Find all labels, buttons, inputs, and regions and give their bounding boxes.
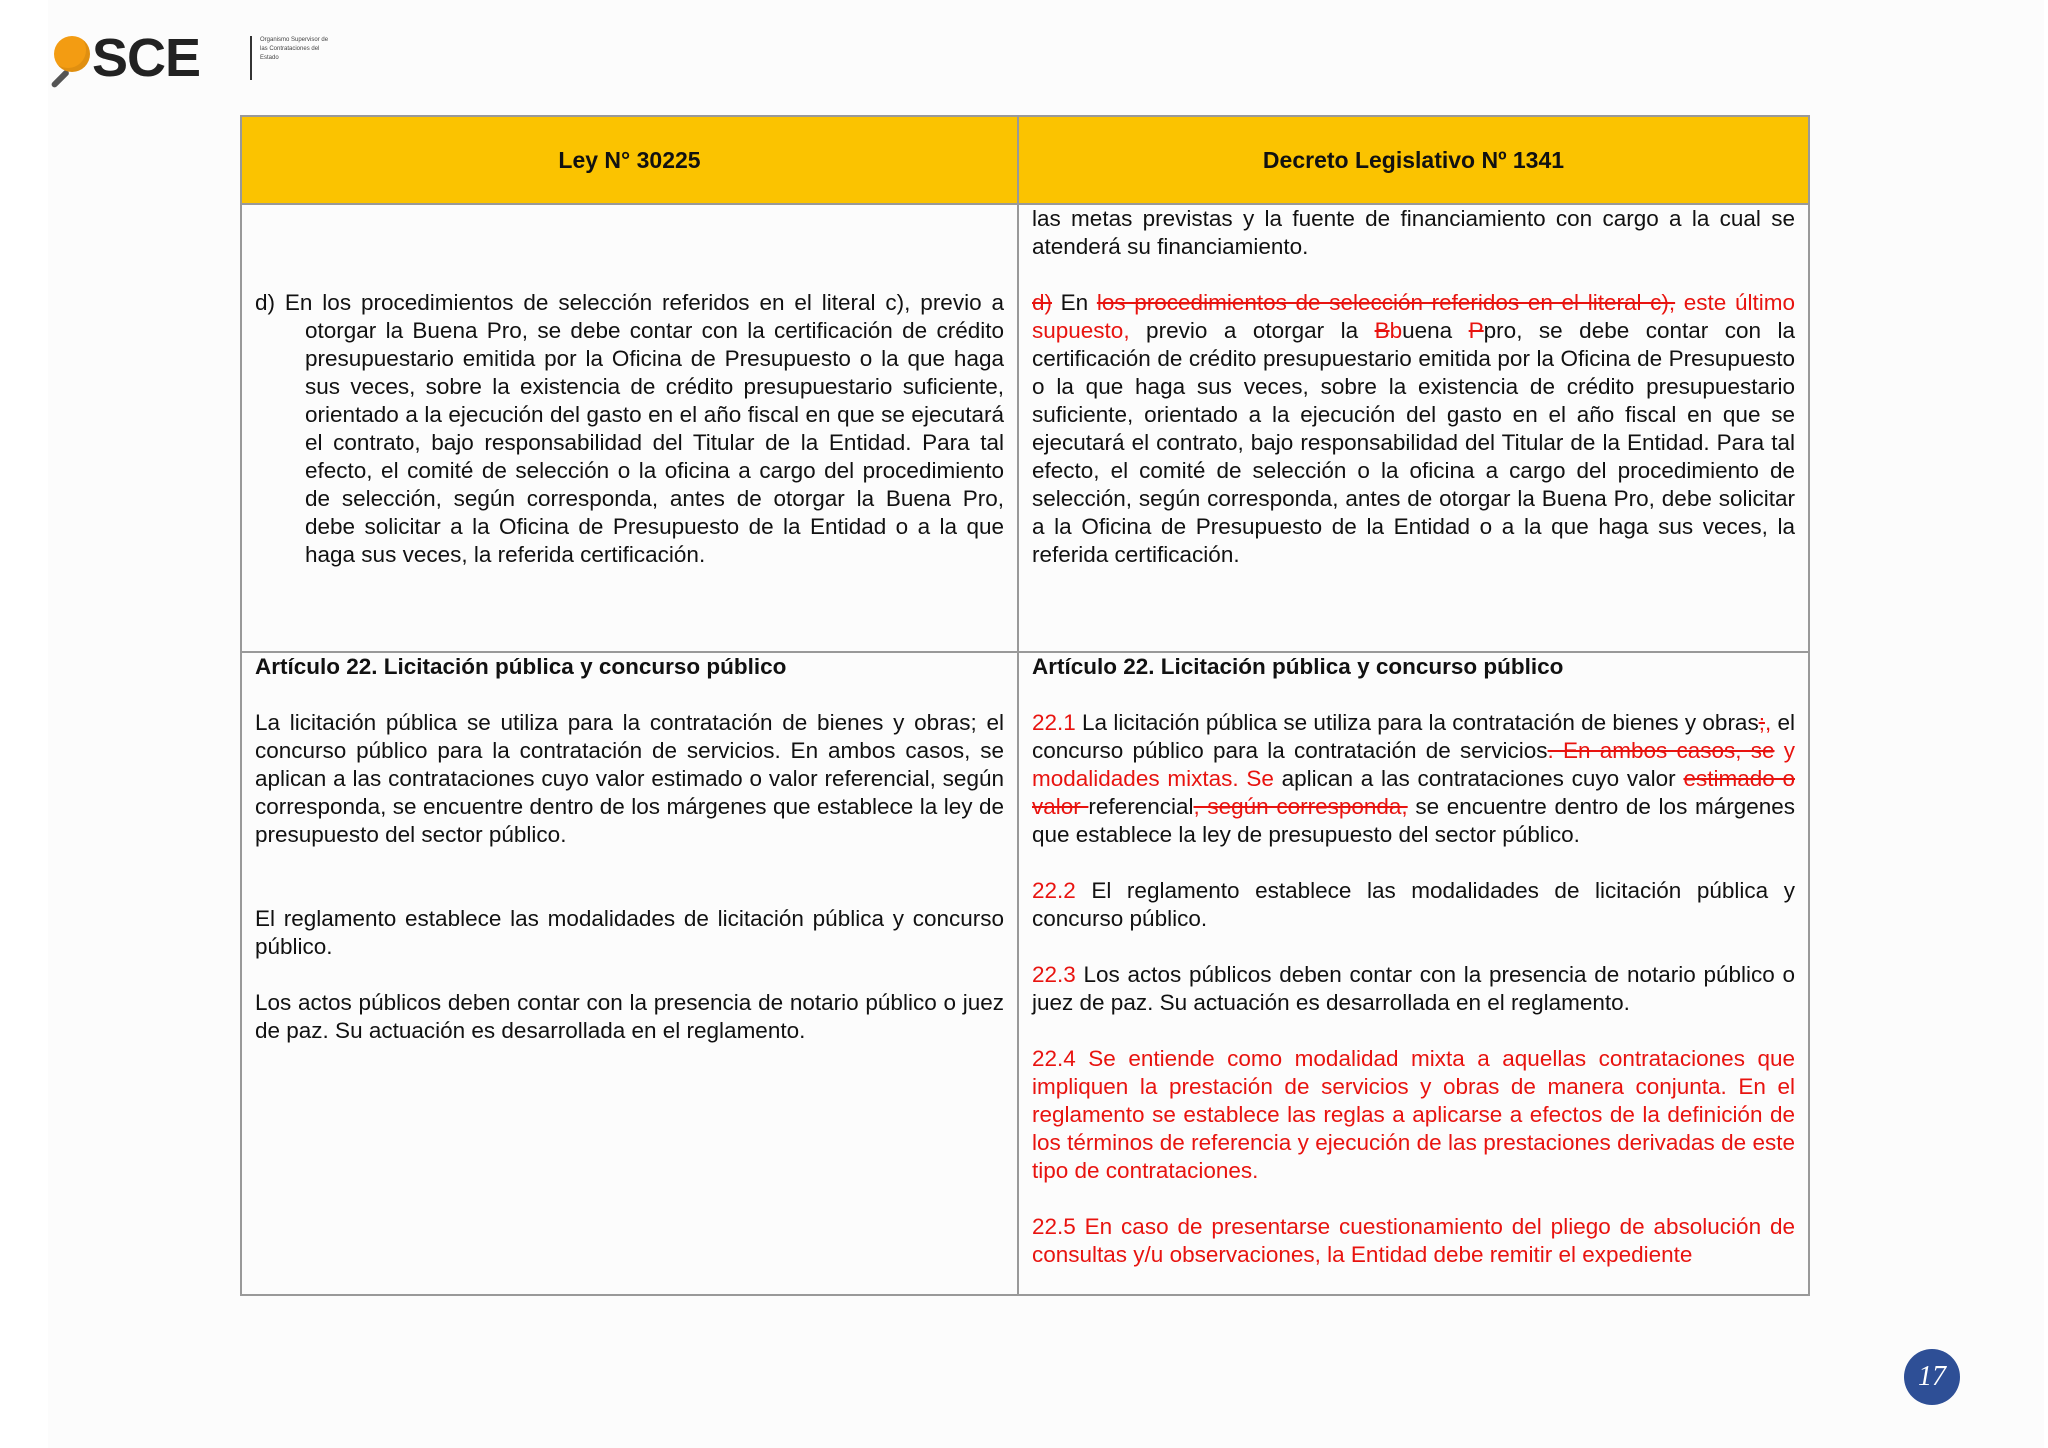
- table-cell-right: [1018, 652, 1809, 1295]
- magnifier-handle-icon: [50, 69, 70, 89]
- column-header-decreto-1341: Decreto Legislativo Nº 1341: [1018, 116, 1809, 204]
- page-number-badge: 17: [1904, 1349, 1960, 1405]
- osce-logo: [50, 28, 329, 88]
- continuation-text: las metas previstas y la fuente de financiamiento con cargo a la cual se atenderá su financiamiento.: [1032, 206, 1795, 259]
- article-22-paragraph-3: Los actos públicos deben contar con la presencia de notario público o juez de paz. Su actuación es desarrollada en el reglamento.: [255, 990, 1004, 1043]
- article-22-paragraph-2: El reglamento establece las modalidades de licitación pública y concurso público.: [255, 906, 1004, 959]
- magnifier-lens-icon: [54, 36, 90, 72]
- article-22-title-original: Artículo 22. Licitación pública y concurso público: [255, 654, 787, 679]
- article-22-1: 22.1 La licitación pública se utiliza para la contratación de bienes y obras;, el concurso público para la contratación de servicios. En ambos casos, se y modalidades mixtas. Se aplican a las contrataciones cuyo valor estimado o valor referencial, según corresponda, se encuentre dentro de los márgenes que establece la ley de presupuesto del sector público.: [1032, 710, 1796, 847]
- article-22-3: 22.3 Los actos públicos deben contar con la presencia de notario público o juez de paz. Su actuación es desarrollada en el reglamento.: [1032, 962, 1795, 1015]
- article-22-4: 22.4 Se entiende como modalidad mixta a aquellas contrataciones que impliquen la prestación de servicios y obras de manera conjunta. En el reglamento se establece las reglas a aplicarse a efectos de la definición de los términos de referencia y ejecución de las prestaciones derivadas de este tipo de contrataciones.: [1032, 1046, 1795, 1183]
- article-22-2: 22.2 El reglamento establece las modalidades de licitación pública y concurso público.: [1032, 878, 1795, 931]
- article-22-title-modified: Artículo 22. Licitación pública y concurso público: [1032, 654, 1564, 679]
- logo-subtitle: Organismo Supervisor de las Contrataciones del Estado: [260, 37, 329, 61]
- comparison-table: [240, 115, 1810, 1296]
- table-cell-left: [241, 204, 1018, 652]
- table-cell-left: [241, 652, 1018, 1295]
- logo-wordmark: SCE: [92, 28, 201, 88]
- article-22-paragraph-1: La licitación pública se utiliza para la contratación de bienes y obras; el concurso público para la contratación de servicios. En ambos casos, se aplican a las contrataciones cuyo valor estimado o valor referencial, según corresponda, se encuentre dentro de los márgenes que establece la ley de presupuesto del sector público.: [255, 710, 1004, 847]
- table-cell-right: [1018, 204, 1809, 652]
- column-header-ley-30225: Ley N° 30225: [241, 116, 1018, 204]
- literal-d-modified: d) En los procedimientos de selección referidos en el literal c), este último supuesto, previo a otorgar la Bbuena Ppro, se debe contar con la certificación de crédito presupuestario emitida por la Oficina de Presupuesto o la que haga sus veces, sobre la existencia de crédito presupuestario suficiente, orientado a la ejecución del gasto en el año fiscal en que se ejecutará el contrato, bajo responsabilidad del Titular de la Entidad. Para tal efecto, el comité de selección o la oficina a cargo del procedimiento de selección, según corresponda, antes de otorgar la Buena Pro, debe solicitar a la Oficina de Presupuesto de la Entidad o a la que haga sus veces, la referida certificación.: [1032, 290, 1795, 567]
- article-22-5: 22.5 En caso de presentarse cuestionamiento del pliego de absolución de consultas y/u observaciones, la Entidad debe remitir el expediente: [1032, 1214, 1795, 1267]
- table-row: [241, 652, 1809, 1295]
- table-row: [241, 204, 1809, 652]
- logo-divider: [250, 36, 252, 80]
- literal-d-original: d) En los procedimientos de selección referidos en el literal c), previo a otorgar la Buena Pro, se debe contar con la certificación de crédito presupuestario emitida por la Oficina de Presupuesto o la que haga sus veces, sobre la existencia de crédito presupuestario suficiente, orientado a la ejecución del gasto en el año fiscal en que se ejecutará el contrato, bajo responsabilidad del Titular de la Entidad. Para tal efecto, el comité de selección o la oficina a cargo del procedimiento de selección, según corresponda, antes de otorgar la Buena Pro, debe solicitar a la Oficina de Presupuesto de la Entidad o a la que haga sus veces, la referida certificación.: [255, 290, 1004, 567]
